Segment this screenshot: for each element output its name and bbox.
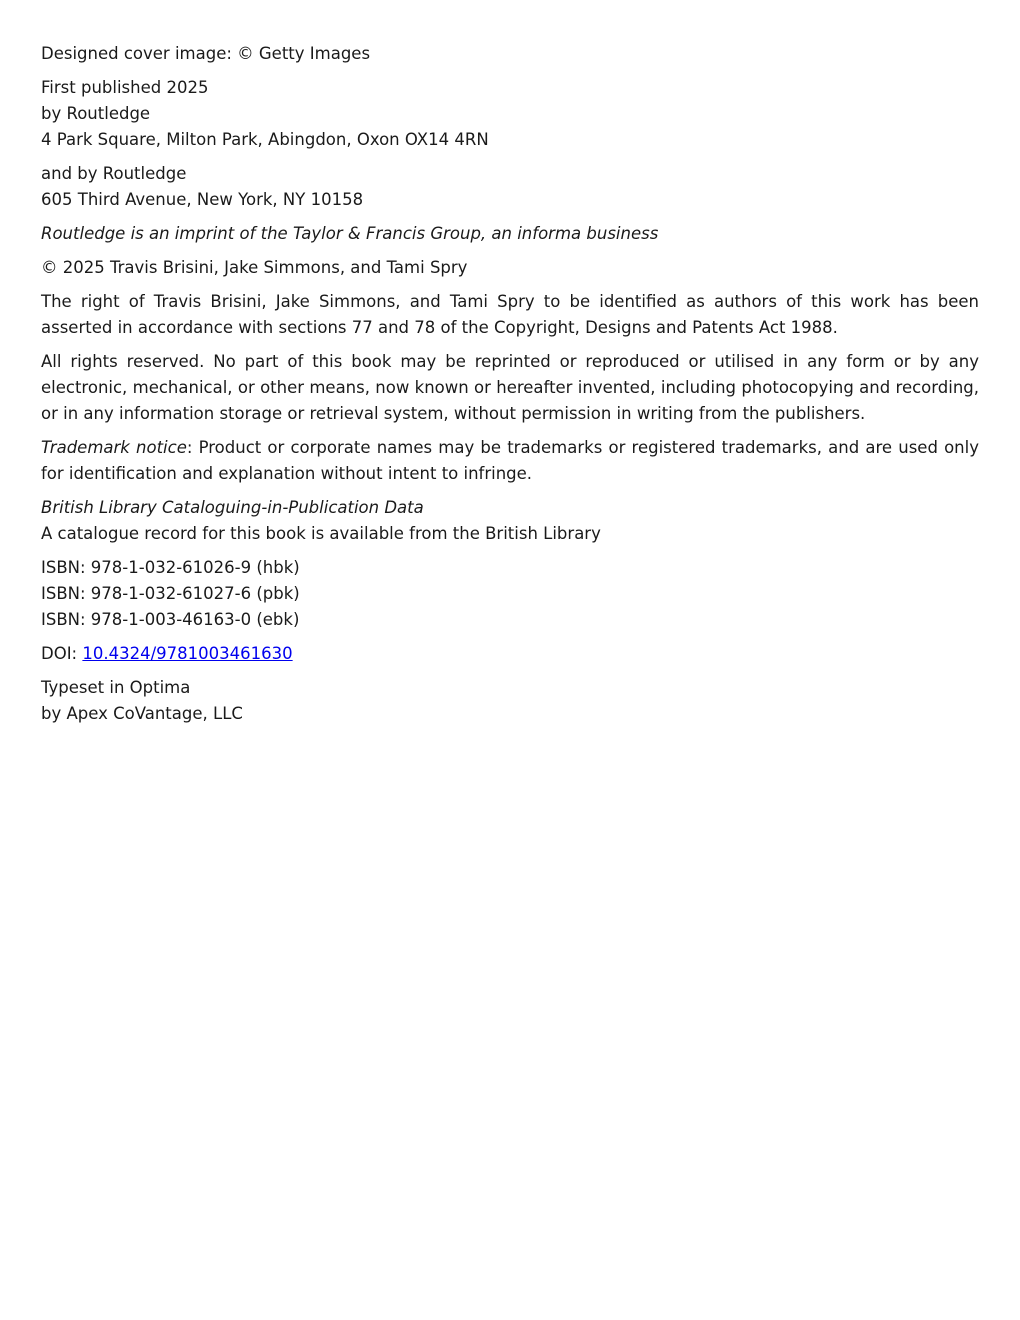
doi-label: DOI: xyxy=(41,644,83,663)
us-publisher-block xyxy=(41,161,979,213)
cip-heading: British Library Cataloguing-in-Publication Data xyxy=(41,498,424,517)
isbn-hbk: ISBN: 978-1-032-61026-9 (hbk) xyxy=(41,558,300,577)
publisher-uk-address: 4 Park Square, Milton Park, Abingdon, Oxon OX14 4RN xyxy=(41,130,489,149)
all-rights-paragraph xyxy=(41,349,979,427)
isbn-block xyxy=(41,555,979,633)
cover-credit-text: Designed cover image: © Getty Images xyxy=(41,44,371,63)
typeset-font-line: Typeset in Optima xyxy=(41,678,191,697)
publisher-name-line: by Routledge xyxy=(41,104,151,123)
typesetter-line: by Apex CoVantage, LLC xyxy=(41,704,243,723)
moral-rights-paragraph xyxy=(41,289,979,341)
imprint-statement-text: Routledge is an imprint of the Taylor & Francis Group, an informa business xyxy=(41,224,659,243)
cip-text: A catalogue record for this book is available from the British Library xyxy=(41,524,601,543)
first-published-block xyxy=(41,75,979,153)
first-published-line: First published 2025 xyxy=(41,78,209,97)
trademark-paragraph xyxy=(41,435,979,487)
us-publisher-name-line: and by Routledge xyxy=(41,164,187,183)
isbn-ebk: ISBN: 978-1-003-46163-0 (ebk) xyxy=(41,610,300,629)
copyright-page xyxy=(41,41,979,735)
cip-block xyxy=(41,495,979,547)
doi-line xyxy=(41,641,979,667)
imprint-statement xyxy=(41,221,979,247)
cover-credit xyxy=(41,41,979,67)
typeset-block xyxy=(41,675,979,727)
doi-link[interactable]: 10.4324/9781003461630 xyxy=(82,644,293,663)
trademark-text: : Product or corporate names may be trademarks or registered trademarks, and are used only for identification and explanation without intent to infringe. xyxy=(41,438,979,483)
copyright-notice-text: © 2025 Travis Brisini, Jake Simmons, and Tami Spry xyxy=(41,258,468,277)
copyright-notice xyxy=(41,255,979,281)
isbn-pbk: ISBN: 978-1-032-61027-6 (pbk) xyxy=(41,584,300,603)
moral-rights-text: The right of Travis Brisini, Jake Simmons, and Tami Spry to be identified as authors of this work has been asserted in accordance with sections 77 and 78 of the Copyright, Designs and Patents Act 1988. xyxy=(41,292,979,337)
all-rights-text: All rights reserved. No part of this book may be reprinted or reproduced or utilised in any form or by any electronic, mechanical, or other means, now known or hereafter invented, including photocopying and recording, or in any information storage or retrieval system, without permission in writing from the publishers. xyxy=(41,352,979,423)
trademark-label: Trademark notice xyxy=(41,438,187,457)
publisher-us-address: 605 Third Avenue, New York, NY 10158 xyxy=(41,190,364,209)
